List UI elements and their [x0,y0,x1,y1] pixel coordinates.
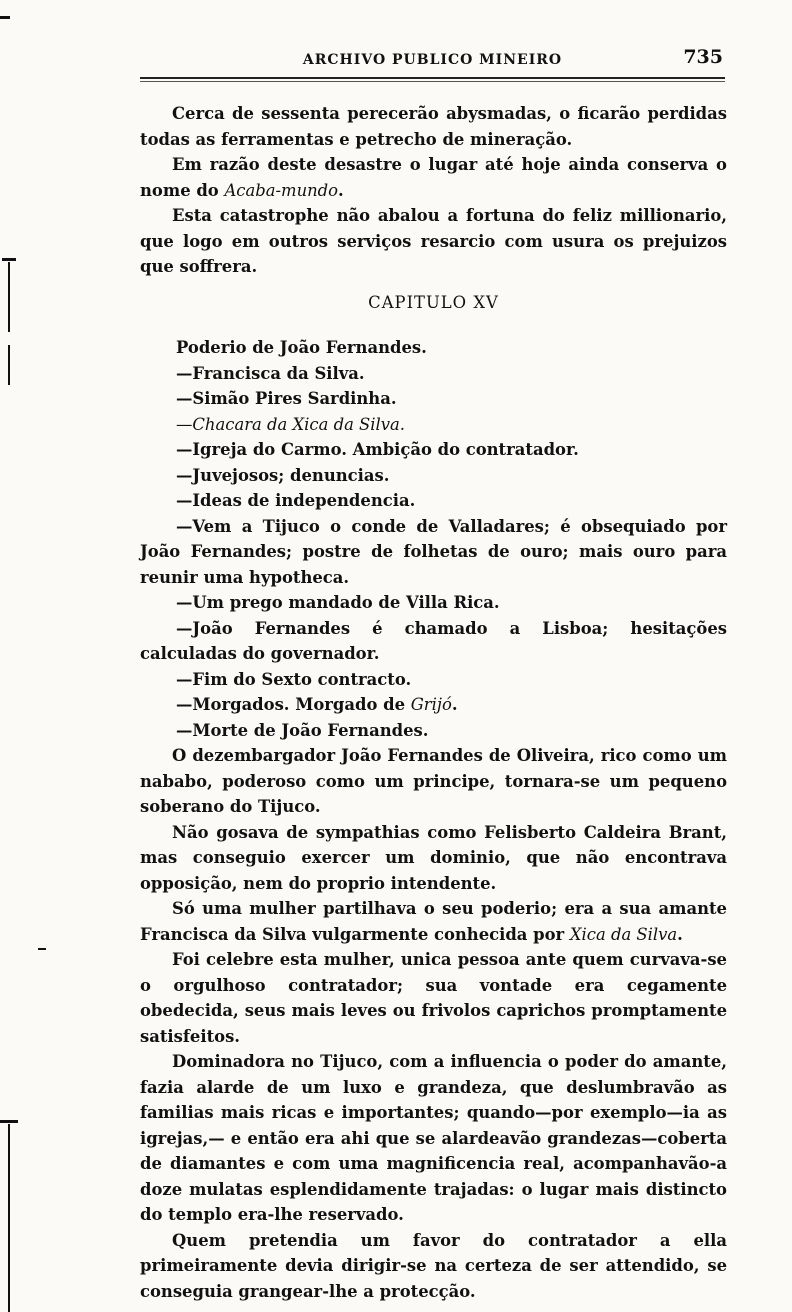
chapter-heading: CAPITULO XV [368,292,499,312]
summary-line: —Ideas de independencia. [176,491,416,510]
scan-mark [8,345,10,385]
paragraph: Em razão deste desastre o lugar até hoje ainda conserva o nome do Acaba-mundo. [140,155,727,200]
running-title: ARCHIVO PUBLICO MINEIRO [302,52,563,68]
scan-mark [38,948,46,950]
scan-mark [0,1120,18,1123]
paragraph: Foi celebre esta mulher, unica pessoa ante quem curvava-se o orgulhoso contratador; sua vontade era cegamente obedecida, seus mais leves ou frivolos caprichos promptamente satisfeitos. [140,950,727,1046]
summary-line: —Chacara da Xica da Silva. [176,414,406,434]
paragraph: Só uma mulher partilhava o seu poderio; era a sua amante Francisca da Silva vulgarmente conhecida por Xica da Silva. [140,899,727,944]
page-header [140,44,725,74]
scan-mark [0,16,10,19]
paragraph: Não gosava de sympathias como Felisberto Caldeira Brant, mas conseguio exercer um dominio, que não encontrava opposição, nem do proprio intendente. [140,822,727,893]
summary-line: —Juvejosos; denuncias. [176,465,390,485]
summary-line: —Vem a Tijuco o conde de Valladares; é obsequiado por João Fernandes; postre de folhetas de ouro; mais ouro para reunir uma hypotheca. [140,516,727,587]
page-number: 735 [683,46,723,68]
summary-line: —Simão Pires Sardinha. [176,389,397,408]
summary-line: —João Fernandes é chamado a Lisboa; hesitações calculadas do governador. [140,618,727,663]
scan-mark [8,262,10,332]
summary-line: —Morgados. Morgado de Grijó. [176,695,458,714]
summary-line: —Morte de João Fernandes. [176,720,429,740]
summary-line: Poderio de João Fernandes. [176,338,427,357]
header-rule [140,77,725,82]
summary-line: —Igreja do Carmo. Ambição do contratador. [176,440,579,459]
summary-line: —Um prego mandado de Villa Rica. [176,593,500,612]
paragraph: Esta catastrophe não abalou a fortuna do feliz millionario, que logo em outros serviços resarcio com usura os prejuizos que soffrera. [140,206,727,276]
paragraph: Dominadora no Tijuco, com a influencia o poder do amante, fazia alarde de um luxo e grandeza, que deslumbravão as familias mais ricas e importantes; quando—por exemplo—ia as igrejas,— e então era ahi que se alardeavão grandezas—coberta de diamantes e com uma magnificencia real, acompanhavão-a doze mulatas esplendidamente trajadas: o lugar mais distincto do templo era-lhe reservado. [140,1052,727,1224]
paragraph: Quem pretendia um favor do contratador a ella primeiramente devia dirigir-se na certeza de ser attendido, se conseguia grangear-lhe a protecção. [140,1230,727,1301]
paragraph: O dezembargador João Fernandes de Oliveira, rico como um nababo, poderoso como um principe, tornara-se um pequeno soberano do Tijuco. [140,746,727,816]
scan-mark [8,1124,10,1312]
summary-line: —Fim do Sexto contracto. [176,669,412,689]
page-body [140,101,727,1304]
paragraph: Cerca de sessenta perecerão abysmadas, o ficarão perdidas todas as ferramentas e petrecho de mineração. [140,104,727,149]
summary-line: —Francisca da Silva. [176,363,365,383]
scan-mark [2,258,16,261]
